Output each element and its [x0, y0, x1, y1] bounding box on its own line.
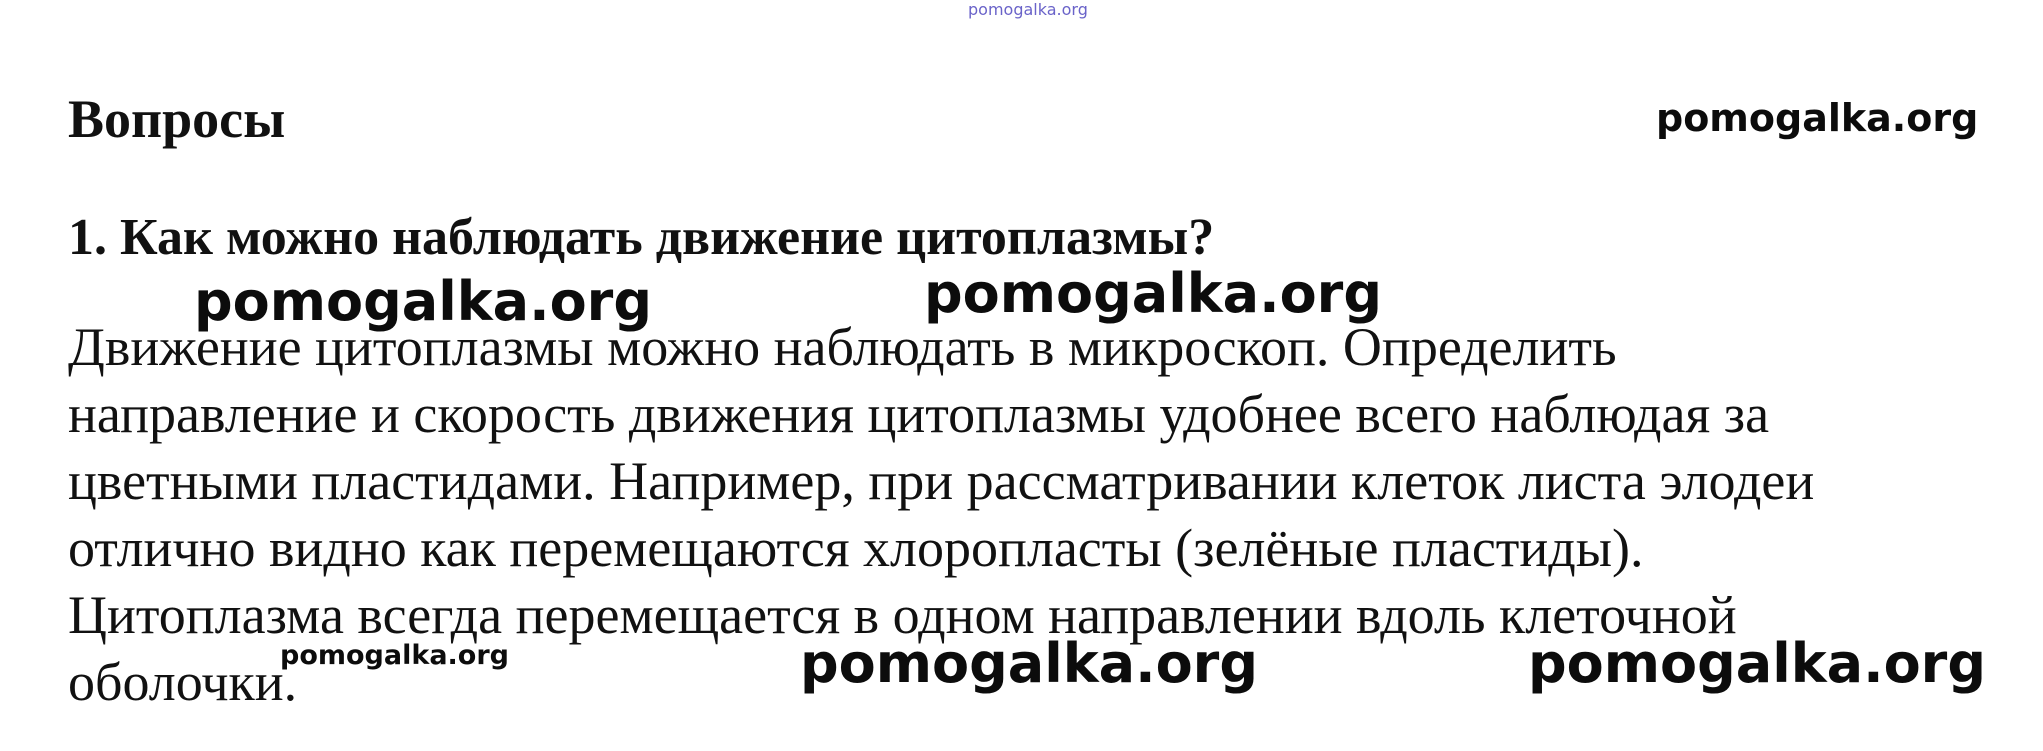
watermark-top-right: pomogalka.org [1656, 96, 1979, 140]
watermark-mid-center: pomogalka.org [924, 262, 1382, 325]
answer-line: Движение цитоплазмы можно наблюдать в микроскоп. Определить [68, 317, 1617, 377]
answer-line: оболочки. [68, 652, 298, 712]
answer-line: отлично видно как перемещаются хлоропласты (зелёные пластиды). [68, 518, 1644, 578]
answer-line: цветными пластидами. Например, при рассматривании клеток листа элодеи [68, 451, 1815, 511]
section-title: Вопросы [68, 89, 286, 149]
answer-line: Цитоплазма всегда перемещается в одном направлении вдоль клеточной [68, 585, 1737, 645]
top-watermark: pomogalka.org [968, 0, 1088, 19]
question-text: 1. Как можно наблюдать движение цитоплазмы? [68, 209, 1215, 266]
answer-line: направление и скорость движения цитоплазмы удобнее всего наблюдая за [68, 384, 1770, 444]
watermark-mid-left: pomogalka.org [194, 270, 652, 333]
watermark-bottom-center: pomogalka.org [800, 632, 1258, 695]
watermark-bottom-right: pomogalka.org [1528, 632, 1986, 695]
watermark-small-left: pomogalka.org [280, 640, 509, 671]
